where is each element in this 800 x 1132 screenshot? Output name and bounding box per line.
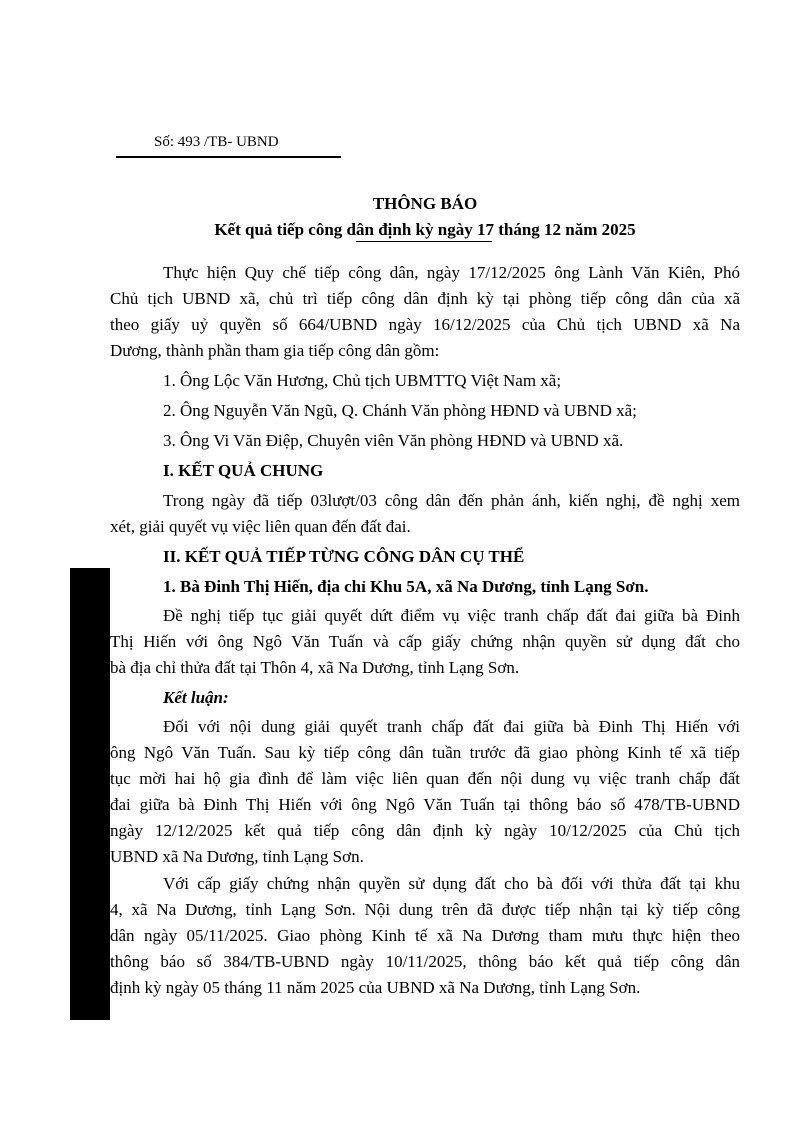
conclusion-label: Kết luận: bbox=[163, 688, 229, 707]
member-1: 1. Ông Lộc Văn Hương, Chủ tịch UBMTTQ Việt Nam xã; bbox=[163, 371, 562, 390]
conclusion-p1-line-2: ông Ngô Văn Tuấn. Sau kỳ tiếp công dân tuần trước đã giao phòng Kinh tế xã tiếp bbox=[110, 743, 740, 762]
section-2-item-1: 1. Bà Đinh Thị Hiến, địa chỉ Khu 5A, xã Na Dương, tỉnh Lạng Sơn. bbox=[163, 577, 649, 596]
conclusion-p1-line-5: ngày 12/12/2025 kết quả tiếp công dân định kỳ ngày 10/12/2025 của Chủ tịch bbox=[110, 821, 740, 840]
conclusion-p2-line-3: dân ngày 05/11/2025. Giao phòng Kinh tế xã Na Dương tham mưu thực hiện theo bbox=[110, 926, 740, 945]
member-3: 3. Ông Vi Văn Điệp, Chuyên viên Văn phòng HĐND và UBND xã. bbox=[163, 431, 624, 450]
request-line-3: bà địa chỉ thửa đất tại Thôn 4, xã Na Dương, tỉnh Lạng Sơn. bbox=[110, 658, 520, 677]
section-2-heading: II. KẾT QUẢ TIẾP TỪNG CÔNG DÂN CỤ THỂ bbox=[163, 547, 525, 566]
request-line-2: Thị Hiến với ông Ngô Văn Tuấn và cấp giấy chứng nhận quyền sử dụng đất cho bbox=[110, 632, 740, 651]
subtitle-underline bbox=[356, 241, 492, 242]
document-subtitle: Kết quả tiếp công dân định kỳ ngày 17 tháng 12 năm 2025 bbox=[214, 220, 636, 239]
intro-line-3: theo giấy uỷ quyền số 664/UBND ngày 16/12/2025 của Chủ tịch UBND xã Na bbox=[110, 315, 740, 334]
section-1-heading: I. KẾT QUẢ CHUNG bbox=[163, 461, 324, 480]
intro-line-2: Chủ tịch UBND xã, chủ trì tiếp công dân định kỳ tại phòng tiếp công dân của xã bbox=[110, 289, 740, 308]
conclusion-p2-line-1: Với cấp giấy chứng nhận quyền sử dụng đất cho bà đối với thửa đất tại khu bbox=[163, 874, 740, 893]
conclusion-p1-line-3: tục mời hai hộ gia đình để làm việc liên quan đến nội dung vụ việc tranh chấp đất bbox=[110, 769, 740, 788]
conclusion-p2-line-4: thông báo số 384/TB-UBND ngày 10/11/2025, thông báo kết quả tiếp công dân bbox=[110, 952, 740, 971]
document-title: THÔNG BÁO bbox=[372, 194, 478, 213]
request-line-1: Đề nghị tiếp tục giải quyết dứt điểm vụ việc tranh chấp đất đai giữa bà Đinh bbox=[163, 606, 740, 625]
conclusion-p2-line-2: 4, xã Na Dương, tỉnh Lạng Sơn. Nội dung trên đã được tiếp nhận tại kỳ tiếp công bbox=[110, 900, 740, 919]
conclusion-p2-line-5: định kỳ ngày 05 tháng 11 năm 2025 của UBND xã Na Dương, tỉnh Lạng Sơn. bbox=[110, 978, 641, 997]
member-2: 2. Ông Nguyễn Văn Ngũ, Q. Chánh Văn phòng HĐND và UBND xã; bbox=[163, 401, 637, 420]
conclusion-p1-line-6: UBND xã Na Dương, tỉnh Lạng Sơn. bbox=[110, 847, 364, 866]
conclusion-p1-line-4: đai giữa bà Đinh Thị Hiến với ông Ngô Văn Tuấn tại thông báo số 478/TB-UBND bbox=[110, 795, 740, 814]
conclusion-p1-line-1: Đối với nội dung giải quyết tranh chấp đất đai giữa bà Đinh Thị Hiến với bbox=[163, 717, 740, 736]
intro-line-1: Thực hiện Quy chế tiếp công dân, ngày 17/12/2025 ông Lành Văn Kiên, Phó bbox=[163, 263, 740, 282]
section-1-line-2: xét, giải quyết vụ việc liên quan đến đất đai. bbox=[110, 517, 411, 536]
intro-line-4: Dương, thành phần tham gia tiếp công dân gồm: bbox=[110, 341, 440, 360]
section-1-line-1: Trong ngày đã tiếp 03lượt/03 công dân đến phản ánh, kiến nghị, đề nghị xem bbox=[163, 491, 740, 510]
document-number: Số: 493 /TB- UBND bbox=[116, 128, 341, 156]
